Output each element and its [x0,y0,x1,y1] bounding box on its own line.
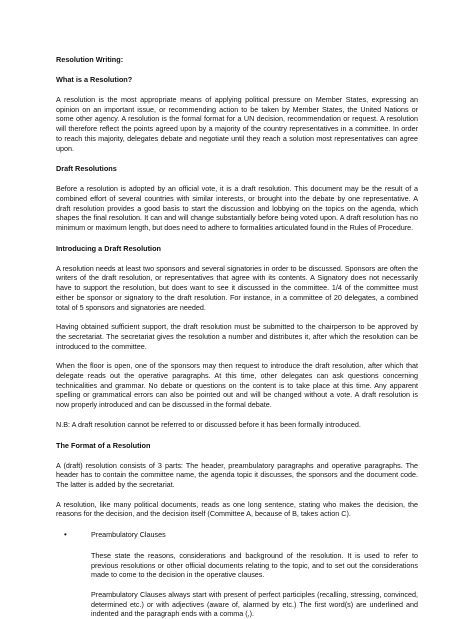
bullet-preambulatory-clauses [64,530,418,540]
paragraph-sponsors-signatories: A resolution needs at least two sponsors and several signatories in order to be discussed. Sponsors are often the writers of the draft resolution, or representatives that agree with its contents. A Signatory does not necessarily have to support the resolution, but does want to see it discussed in the committee. 1/4 of the committee must either be sponsor or signatory to the draft resolution. For instance, in a committee of 20 delegates, a combined total of 5 sponsors and signatories are needed. [56,263,418,312]
bullet-label: Preambulatory Clauses [91,530,166,540]
paragraph-three-parts: A (draft) resolution consists of 3 parts: The header, preambulatory paragraphs and operative paragraphs. The header has to contain the committee name, the agenda topic it discusses, the sponsors and the document code. The latter is added by the secretariat. [56,460,418,489]
paragraph-preambulatory-format: Preambulatory Clauses always start with present of perfect participles (recalling, stressing, convinced, determined etc.) or with adjectives (aware of, alarmed by etc.) The first word(s) are underlined and indented and the paragraph ends with a comma (,). [91,589,418,619]
paragraph-floor-open: When the floor is open, one of the sponsors may then request to introduce the draft resolution, after which that delegate reads out the operative paragraphs. At this time, other delegates can ask questions concerning technicalities and grammar. No debate or questions on the content is to take place at this time. Any apparent spelling or grammatical errors can also be pointed out and will be changed without a vote. A draft resolution is now properly introduced and can be discussed in the formal debate. [56,361,418,410]
paragraph-resolution-definition: A resolution is the most appropriate means of applying political pressure on Member States, expressing an opinion on an important issue, or recommending action to be taken by Member States, the United Nations or some other agency. A resolution is the formal format for a UN decision, recommendation or request. A resolution will therefore reflect the points agreed upon by a majority of the country representatives in a committee. In order to reach this majority, delegates debate and negotiate until they reach a solution most representatives can agree upon. [56,95,418,153]
heading-what-is-resolution: What is a Resolution? [56,75,133,84]
heading-draft-resolutions: Draft Resolutions [56,164,117,174]
document-title: Resolution Writing: [56,55,124,64]
heading-introducing-draft: Introducing a Draft Resolution [56,243,161,253]
bullet-icon: • [64,530,67,540]
paragraph-draft-resolutions: Before a resolution is adopted by an official vote, it is a draft resolution. This document may be the result of a combined effort of several countries with similar interests, or brought into the debate by one representative. A draft resolution provides a good basis to start the discussion and lobbying on the topics on the agenda, which shapes the final resolution. It can and will change substantially before being voted upon. A draft resolution has no minimum or maximum length, but does need to adhere to formalities articulated found in the Rules of Procedure. [56,184,418,233]
paragraph-one-long-sentence: A resolution, like many political documents, reads as one long sentence, stating who makes the decision, the reasons for the decision, and the decision itself (Committee A, because of B, takes action C). [56,499,418,519]
paragraph-nb-note: N.B: A draft resolution cannot be referred to or discussed before it has been formally introduced. [56,419,361,429]
paragraph-submission: Having obtained sufficient support, the draft resolution must be submitted to the chairperson to be approved by the secretariat. The secretariat gives the resolution a number and distributes it, after which the resolution can be introduced to the committee. [56,322,418,351]
paragraph-preambulatory-purpose: These state the reasons, considerations and background of the resolution. It is used to refer to previous resolutions or other official documents relating to the topic, and to set out the considerations made to come to the decision in the operative clauses. [91,550,418,580]
heading-format-of-resolution: The Format of a Resolution [56,440,151,450]
